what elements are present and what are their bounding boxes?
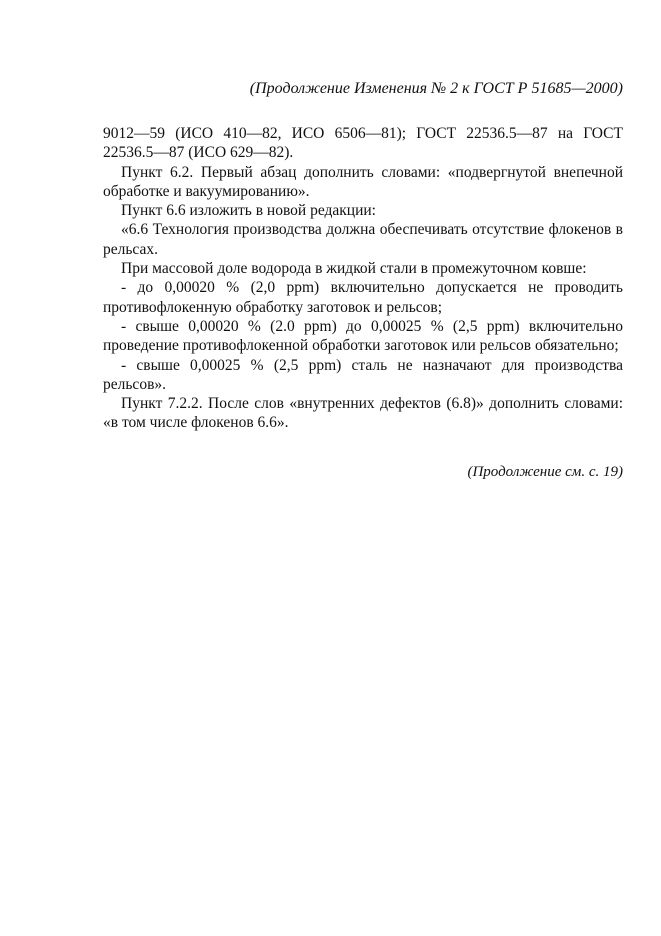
paragraph-clause-6-6-intro: Пункт 6.6 изложить в новой редакции: <box>121 202 376 220</box>
paragraph-hydrogen-item-1: - до 0,00020 % (2,0 ppm) включительно допускается не проводить противофлокенную обработку заготовок и рельсов; <box>103 279 623 316</box>
paragraph-clause-6-6-text: «6.6 Технология производства должна обеспечивать отсутствие флокенов в рельсах. <box>103 221 623 258</box>
header-continuation-note: (Продолжение Изменения № 2 к ГОСТ Р 51685—2000) <box>249 80 623 97</box>
footer-continuation-note: (Продолжение см. с. 19) <box>467 464 623 480</box>
page-header <box>100 79 623 99</box>
paragraph-clause-6-2: Пункт 6.2. Первый абзац дополнить словами: «подвергнутой внепечной обработке и вакуумированию». <box>103 163 623 200</box>
paragraph-hydrogen-item-2: - свыше 0,00020 % (2.0 ppm) до 0,00025 % (2,5 ppm) включительно проведение противофлокенной обработки заготовок или рельсов обязательно; <box>103 317 623 355</box>
paragraph-clause-7-2-2: Пункт 7.2.2. После слов «внутренних дефектов (6.8)» дополнить словами: «в том числе флокенов 6.6». <box>103 395 623 432</box>
page-footer <box>100 462 623 482</box>
document-body <box>103 124 623 433</box>
paragraph-hydrogen-item-3: - свыше 0,00025 % (2,5 ppm) сталь не назначают для производства рельсов». <box>103 356 623 393</box>
paragraph-hydrogen-intro: При массовой доле водорода в жидкой стали в промежуточном ковше: <box>121 260 587 278</box>
paragraph-standards-list: 9012—59 (ИСО 410—82, ИСО 6506—81); ГОСТ 22536.5—87 на ГОСТ 22536.5—87 (ИСО 629—82). <box>103 125 623 162</box>
